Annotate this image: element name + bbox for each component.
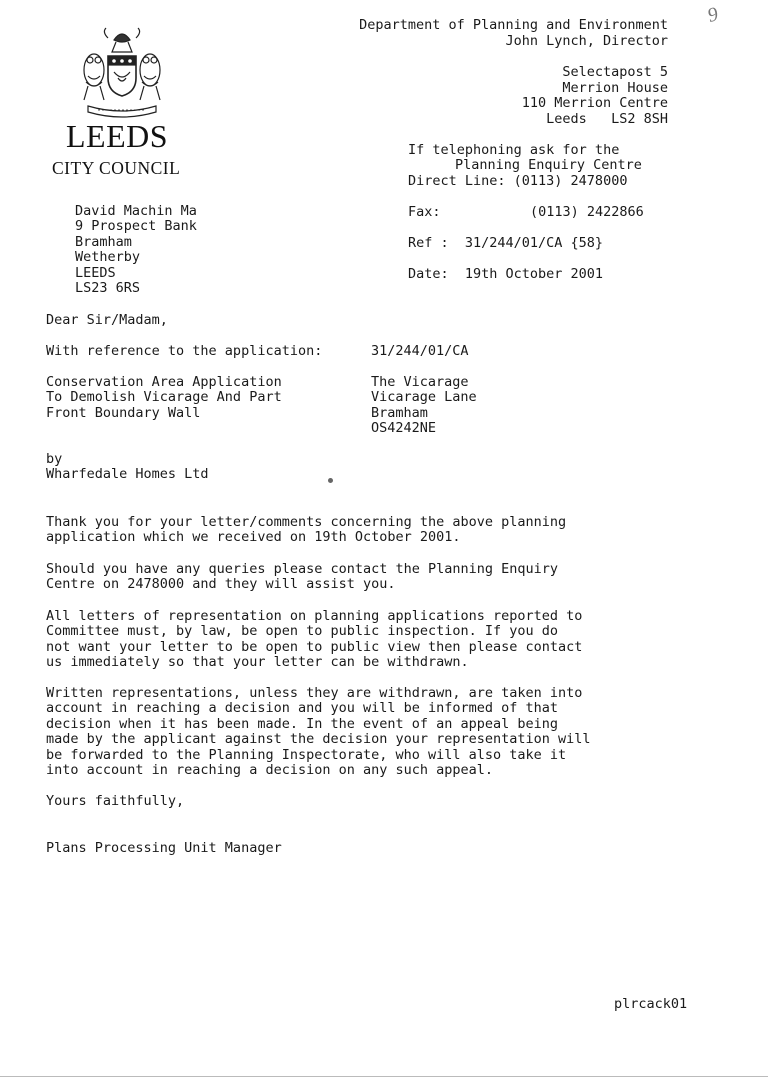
- site-address: OS4242NE: [371, 420, 437, 436]
- recipient-line: David Machin Ma: [75, 203, 197, 219]
- application-description: To Demolish Vicarage And Part: [46, 389, 282, 405]
- leeds-coat-of-arms-icon: [78, 26, 166, 122]
- recipient-line: LS23 6RS: [75, 280, 141, 296]
- body-line: be forwarded to the Planning Inspectorate, who will also take it: [46, 747, 567, 763]
- application-number: 31/244/01/CA: [371, 343, 469, 359]
- closing: Yours faithfully,: [46, 793, 185, 809]
- body-line: All letters of representation on planning applications reported to: [46, 608, 583, 624]
- application-description: Front Boundary Wall: [46, 405, 201, 421]
- letter-date: Date: 19th October 2001: [408, 266, 604, 282]
- body-line: Centre on 2478000 and they will assist you.: [46, 576, 396, 592]
- site-address: The Vicarage: [371, 374, 469, 390]
- site-address: Bramham: [371, 405, 428, 421]
- fax-number: (0113) 2422866: [530, 204, 644, 220]
- salutation: Dear Sir/Madam,: [46, 312, 168, 328]
- body-line: account in reaching a decision and you will be informed of that: [46, 700, 559, 716]
- body-line: made by the applicant against the decision your representation will: [46, 731, 591, 747]
- body-line: us immediately so that your letter can be withdrawn.: [46, 654, 469, 670]
- application-description: Conservation Area Application: [46, 374, 282, 390]
- council-subtitle: CITY COUNCIL: [52, 158, 181, 178]
- recipient-line: Wetherby: [75, 249, 141, 265]
- enquiry-centre: Planning Enquiry Centre: [455, 157, 642, 173]
- page-edge-divider: [0, 1076, 768, 1077]
- body-line: Committee must, by law, be open to public inspection. If you do: [46, 623, 559, 639]
- sender-director: John Lynch, Director: [505, 33, 668, 49]
- body-line: Should you have any queries please contact the Planning Enquiry: [46, 561, 559, 577]
- signatory: Plans Processing Unit Manager: [46, 840, 282, 856]
- council-name: LEEDS: [66, 118, 169, 154]
- recipient-line: 9 Prospect Bank: [75, 218, 197, 234]
- footer-code: plrcack01: [614, 996, 688, 1012]
- sender-department: Department of Planning and Environment: [359, 17, 668, 33]
- scan-mark: [328, 478, 333, 483]
- sender-address-4: Leeds LS2 8SH: [546, 111, 668, 127]
- body-line: into account in reaching a decision on any such appeal.: [46, 762, 494, 778]
- recipient-line: Bramham: [75, 234, 132, 250]
- fax-label: Fax:: [408, 204, 441, 220]
- applicant-name: Wharfedale Homes Ltd: [46, 466, 209, 482]
- sender-address-2: Merrion House: [562, 80, 668, 96]
- body-line: Written representations, unless they are withdrawn, are taken into: [46, 685, 583, 701]
- sender-address-3: 110 Merrion Centre: [521, 95, 668, 111]
- reference-number: Ref : 31/244/01/CA {58}: [408, 235, 604, 251]
- recipient-line: LEEDS: [75, 265, 116, 281]
- applicant-by: by: [46, 451, 63, 467]
- telephone-note: If telephoning ask for the: [408, 142, 620, 158]
- body-line: not want your letter to be open to public view then please contact: [46, 639, 583, 655]
- body-line: decision when it has been made. In the event of an appeal being: [46, 716, 559, 732]
- body-line: Thank you for your letter/comments concerning the above planning: [46, 514, 567, 530]
- page-number: 9: [705, 3, 721, 27]
- sender-address-1: Selectapost 5: [562, 64, 668, 80]
- direct-line: Direct Line: (0113) 2478000: [408, 173, 628, 189]
- body-line: application which we received on 19th October 2001.: [46, 529, 461, 545]
- site-address: Vicarage Lane: [371, 389, 477, 405]
- reference-label: With reference to the application:: [46, 343, 323, 359]
